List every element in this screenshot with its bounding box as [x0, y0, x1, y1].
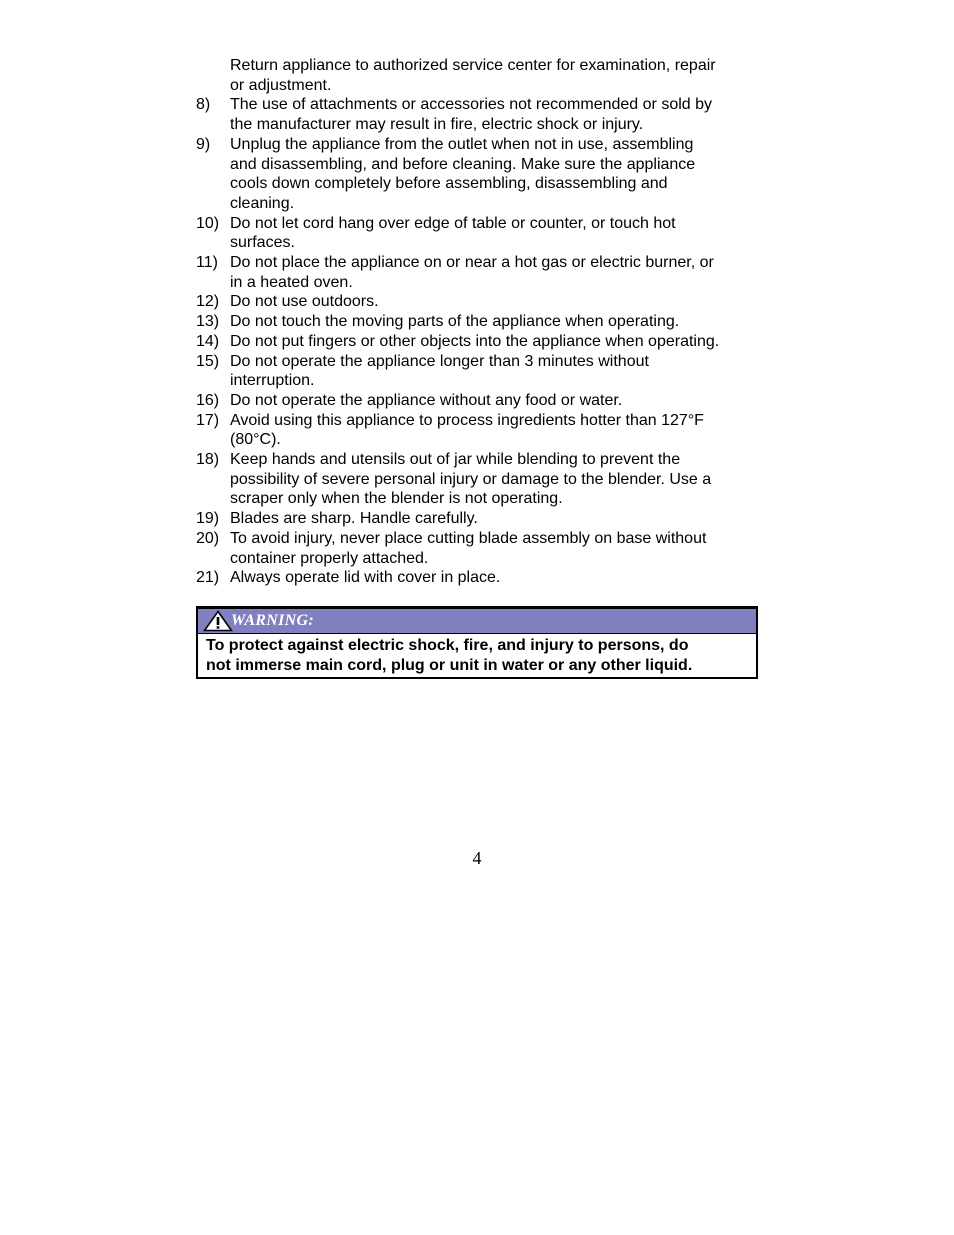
warning-text: [198, 634, 756, 677]
item-text-line: interruption.: [230, 372, 315, 390]
safety-instructions-list: [196, 56, 766, 588]
list-item: [196, 253, 766, 292]
item-text: [230, 568, 766, 588]
item-number: 20): [196, 529, 220, 547]
item-number: 9): [196, 135, 211, 153]
list-item: [196, 95, 766, 134]
item-text-line: Always operate lid with cover in place.: [230, 569, 501, 587]
item-number: 14): [196, 332, 220, 350]
list-item: [196, 312, 766, 332]
list-item: [196, 352, 766, 391]
list-item: [196, 568, 766, 588]
item-text-line: Blades are sharp. Handle carefully.: [230, 510, 478, 528]
list-item: [196, 135, 766, 214]
list-item: [196, 411, 766, 450]
item-number: 21): [196, 569, 220, 587]
warning-triangle-icon: [203, 610, 233, 632]
item-text: [230, 509, 766, 529]
item-text: [230, 391, 766, 411]
intro-line-1: Return appliance to authorized service center for examination, repair: [230, 57, 716, 74]
item-number: 19): [196, 510, 220, 528]
list-item: [196, 450, 766, 509]
item-text-line: the manufacturer may result in fire, electric shock or injury.: [230, 116, 644, 134]
item-text-line: container properly attached.: [230, 549, 429, 567]
item-number: 12): [196, 293, 220, 311]
item-text-line: scraper only when the blender is not operating.: [230, 490, 563, 508]
item-text-line: Do not operate the appliance without any food or water.: [230, 391, 623, 409]
item-text: [230, 95, 766, 134]
warning-text-line-1: To protect against electric shock, fire, and injury to persons, do: [206, 637, 689, 654]
intro-line-2: or adjustment.: [230, 76, 332, 94]
numbered-items: [196, 95, 766, 588]
item-text-line: cleaning.: [230, 194, 295, 212]
item-text: [230, 450, 766, 509]
list-item: [196, 214, 766, 253]
page-number: 4: [472, 848, 482, 868]
warning-box: [196, 606, 758, 679]
item-text: [230, 411, 766, 450]
list-item: [196, 292, 766, 312]
item-text: [230, 312, 766, 332]
item-text-line: Do not use outdoors.: [230, 293, 379, 311]
item-text-line: Avoid using this appliance to process ingredients hotter than 127°F: [230, 411, 704, 429]
item-text-line: Do not place the appliance on or near a hot gas or electric burner, or: [230, 254, 714, 272]
item-text-line: To avoid injury, never place cutting blade assembly on base without: [230, 529, 707, 547]
item-number: 11): [196, 254, 218, 272]
item-text: [230, 253, 766, 292]
item-text-line: cools down completely before assembling, disassembling and: [230, 175, 668, 193]
item-number: 8): [196, 96, 211, 114]
item-text-line: Do not touch the moving parts of the appliance when operating.: [230, 313, 680, 331]
warning-header: [198, 609, 756, 634]
item-text-line: in a heated oven.: [230, 273, 353, 291]
item-number: 13): [196, 313, 220, 331]
item-text-line: Do not let cord hang over edge of table or counter, or touch hot: [230, 214, 676, 232]
item-text-line: The use of attachments or accessories not recommended or sold by: [230, 96, 713, 114]
item-number: 10): [196, 214, 220, 232]
item-number: 15): [196, 352, 220, 370]
item-number: 18): [196, 451, 220, 469]
item-text-line: Do not put fingers or other objects into the appliance when operating.: [230, 332, 720, 350]
item-text-line: (80°C).: [230, 431, 281, 449]
list-item: [196, 529, 766, 568]
warning-title: WARNING:: [231, 612, 315, 629]
item-number: 17): [196, 411, 220, 429]
list-item: [196, 332, 766, 352]
item-text-line: surfaces.: [230, 234, 295, 252]
item-text-line: and disassembling, and before cleaning. Make sure the appliance: [230, 155, 696, 173]
list-item: [196, 391, 766, 411]
item-text: [230, 332, 766, 352]
warning-text-line-2: not immerse main cord, plug or unit in water or any other liquid.: [206, 657, 693, 674]
intro-continuation: [196, 56, 766, 95]
item-text: [230, 529, 766, 568]
item-text: [230, 135, 766, 214]
item-text-line: possibility of severe personal injury or damage to the blender. Use a: [230, 470, 712, 488]
item-number: 16): [196, 391, 220, 409]
item-text: [230, 214, 766, 253]
item-text-line: Unplug the appliance from the outlet when not in use, assembling: [230, 135, 694, 153]
list-item: [196, 509, 766, 529]
item-text-line: Do not operate the appliance longer than 3 minutes without: [230, 352, 649, 370]
item-text: [230, 352, 766, 391]
item-text: [230, 292, 766, 312]
item-text-line: Keep hands and utensils out of jar while blending to prevent the: [230, 451, 681, 469]
